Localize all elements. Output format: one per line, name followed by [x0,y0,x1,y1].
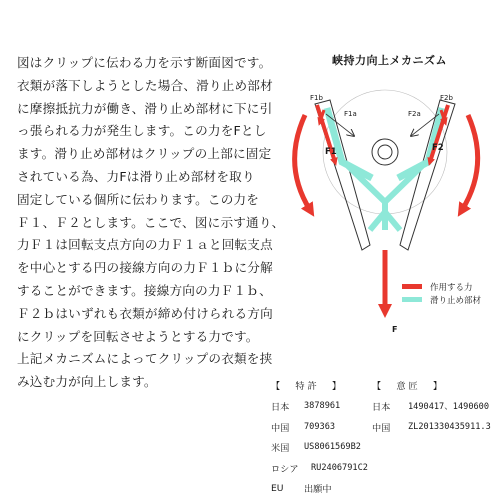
text-line: Ｆ２ｂはいずれも衣類が締め付けられる方向 [17,305,273,321]
label-f1: F1 [325,147,337,157]
ip-row [271,417,496,438]
text-line: っ張られる力が発生します。この力をFとし [17,123,267,139]
label-f: F [392,325,398,334]
patent-number: US8061569B2 [304,442,361,453]
design-country: 日本 [372,402,391,414]
design-number: ZL201330435911.3 [408,421,491,432]
label-f1b: F1b [310,94,323,102]
text-line: 固定している個所に伝わります。この力を [17,191,260,207]
text-line: を中心とする円の接線方向の力Ｆ１ｂに分解 [17,260,273,276]
rotation-arrow-right [462,115,478,210]
patent-status: 出願中 [304,484,332,496]
patent-number: 709363 [304,421,336,432]
patent-country: EU [271,482,284,494]
patent-country: 日本 [271,402,290,414]
design-country: 中国 [372,422,391,434]
design-number: 1490417、1490600 [408,402,490,413]
text-line: されている為、力Fは滑り止め部材を取り [17,168,255,184]
legend-swatch-pad [402,297,422,302]
patent-country: ロシア [271,463,299,475]
ip-row [271,458,496,479]
ip-row [271,478,496,499]
ip-row [271,437,496,458]
legend [402,280,481,306]
label-f2b: F2b [440,94,453,102]
label-f2a: F2a [408,110,421,118]
legend-label: 滑り止め部材 [430,295,482,306]
diagram-title: 峡持力向上メカニズム [332,54,447,67]
patent-country: 米国 [271,443,290,455]
pad-stem [370,202,400,230]
ip-rights [271,374,496,499]
legend-swatch-force [402,284,422,289]
label-f1a: F1a [344,110,357,118]
text-line: Ｆ１、Ｆ２とします。ここで、図に示す通り、 [17,214,285,230]
text-line: することができます。接線方向の力Ｆ１ｂ、 [17,282,272,298]
text-line: にクリップを回転させようとする力です。 [17,328,259,344]
description-text [17,52,297,394]
pivot-inner [378,145,392,159]
patent-number: RU2406791C2 [311,462,368,473]
rotation-arrow-left [295,115,310,210]
patent-number: 3878961 [304,401,341,412]
legend-item-pad [402,293,481,306]
text-line: に摩擦抵抗力が働き、滑り止め部材に下に引 [17,100,273,116]
label-f2: F2 [432,143,444,153]
text-line: 衣類が落下しようとした場合、滑り止め部材 [17,77,273,93]
patent-header: 【 特許 】 [271,381,345,392]
patent-country: 中国 [271,422,290,434]
legend-item-force [402,280,481,293]
ip-row [271,396,496,417]
text-line: 上記メカニズムによってクリップの衣類を挟 [17,351,273,367]
text-line: 力Ｆ１は回転支点方向の力Ｆ１ａと回転支点 [17,237,273,253]
design-header: 【 意匠 】 [372,381,446,392]
text-line: み込む力が向上します。 [17,374,157,390]
text-line: 図はクリップに伝わる力を示す断面図です。 [17,55,272,70]
legend-label: 作用する力 [430,282,473,293]
text-line: ます。滑り止め部材はクリップの上部に固定 [17,146,272,162]
